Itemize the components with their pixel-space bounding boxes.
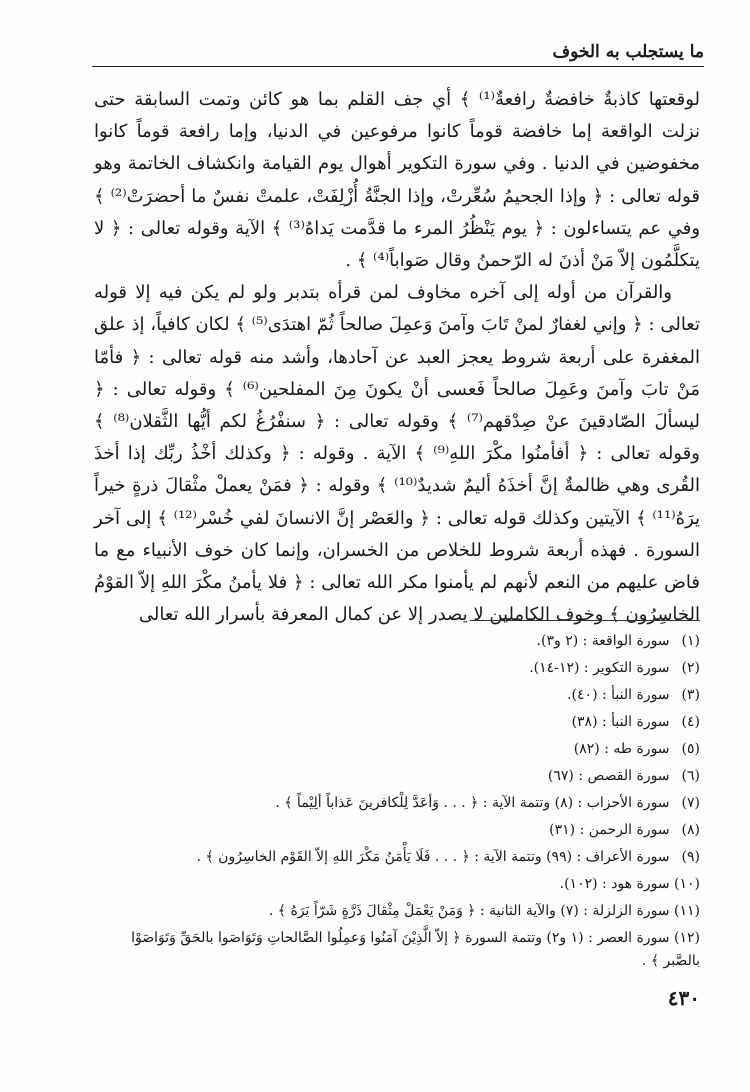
footnote-text: سورة القصص : (٦٧) xyxy=(547,768,670,784)
footnote-number: (١١) xyxy=(674,903,700,919)
footnote-4 xyxy=(94,711,700,734)
footnote-9 xyxy=(94,846,700,869)
footnote-12 xyxy=(94,927,700,973)
footnote-text: سورة النبأ : (٣٨) xyxy=(571,714,670,730)
footnote-number: (١٠) xyxy=(674,876,700,892)
footnote-number: (١٢) xyxy=(674,930,700,946)
footnote-number: (٨) xyxy=(681,822,700,838)
footnote-number: (١) xyxy=(681,633,700,649)
footnote-5 xyxy=(94,738,700,761)
footnote-text: سورة هود : (١٠٢). xyxy=(559,876,670,892)
footnote-text: سورة طه : (٨٢) xyxy=(573,741,670,757)
footnote-1 xyxy=(94,630,700,653)
footnote-8 xyxy=(94,819,700,842)
paragraph-1: لوقعتها كاذبةٌ خافضةٌ رافعةٌ⁽¹⁾ ﴾ أي جف القلم بما هو كائن وتمت السابقة حتى نزلت الواقعة إما خافضة قوماً كانوا مرفوعين في الدنيا، وإما رافعة قوماً كانوا مخفوضين في الدنيا . وفي سورة التكوير أهوال يوم القيامة وانكشاف الخاتمة وهو قوله تعالى : ﴿ وإذا الجحيمُ سُعِّرتْ، وإذا الجنَّةُ أُزْلِفَتْ، علمتْ نفسٌ ما أحضرَتْ⁽²⁾ ﴾ وفي عم يتساءلون : ﴿ يوم يَنْظُرُ المرء ما قدَّمت يَداهُ⁽³⁾ ﴾ الآية وقوله تعالى : ﴿ لا يتكلَّمُون إلاّ مَنْ أذنَ له الرّحمنُ وقال صَواباً⁽⁴⁾ ﴾ . xyxy=(94,89,701,272)
footnote-3 xyxy=(94,684,700,707)
footnote-divider xyxy=(470,620,700,621)
footnote-number: (٧) xyxy=(681,795,700,811)
footnote-number: (٣) xyxy=(681,687,700,703)
footnote-text: سورة الأعراف : (٩٩) وتتمة الآية : ﴿ . . . فَلَا يَأْمَنُ مَكْرَ اللهِ إلاّ القَوْم الخاسِرُون ﴾ . xyxy=(196,849,670,865)
footnote-2 xyxy=(94,657,700,680)
paragraph-2: والقرآن من أوله إلى آخره مخاوف لمن قرأه بتدبر ولو لم يكن فيه إلا قوله تعالى : ﴿ وإني لغفارٌ لمنْ تَابَ وآمنَ وَعمِلَ صالحاً ثُمّ اهتدَى⁽⁵⁾ ﴾ لكان كافياً، إذ علق المغفرة على أربعة شروط يعجز العبد عن آحادها، وأشد منه قوله تعالى : ﴿ فأمّا مَنْ تابَ وآمنَ وعَمِلَ صالحاً فَعسى أنْ يكونَ مِنَ المفلحين⁽⁶⁾ ﴾ وقوله تعالى : ﴿ ليسألَ الصّادقينَ عنْ صِدْقهم⁽⁷⁾ ﴾ وقوله تعالى : ﴿ سنفْرُغُ لكم أيُّها الثَّقلان⁽⁸⁾ ﴾ وقوله تعالى : ﴿ أفأمنُوا مكْرَ اللهِ⁽⁹⁾ ﴾ الآية . وقوله : ﴿ وكذلك أخْذُ ربِّك إذا أخذَ القُرى وهي ظالمةٌ إنَّ أخذَهُ أليمٌ شديدٌ⁽¹⁰⁾ ﴾ وقوله : ﴿ فمَنْ يعملْ مثْقالَ ذرةٍ خيراً يرَهُ⁽¹¹⁾ ﴾ الآيتين وكذلك قوله تعالى : ﴿ والعَصْر إنَّ الانسانَ لفي خُسْر⁽¹²⁾ ﴾ إلى آخر السورة . فهذه أربعة شروط للخلاص من الخسران، وإنما كان خوف الأنبياء مع ما فاض عليهم من النعم لأنهم لم يأمنوا مكر الله تعالى : ﴿ فلا يأمنُ مكْرَ اللهِ إلاّ القوْمُ الخاسِرُون ﴾ وخوف الكاملين لا يصدر إلا عن كمال المعرفة بأسرار الله تعالى xyxy=(94,282,701,626)
footnote-text: سورة التكوير : (١٢-١٤). xyxy=(529,660,670,676)
page-number: ٤٣٠ xyxy=(667,986,700,1010)
footnote-text: سورة الأحزاب : (٨) وتتمة الآية : ﴿ . . . وَأعَدَّ لِلْكافرينَ عَذاباً ألِيْماً ﴾ . xyxy=(275,795,670,811)
footnote-number: (٤) xyxy=(681,714,700,730)
footnote-number: (٢) xyxy=(681,660,700,676)
main-text xyxy=(94,84,700,631)
footnote-text: سورة النبأ : (٤٠). xyxy=(567,687,670,703)
footnote-text: سورة الزلزلة : (٧) والآية الثانية : ﴿ وَمَنْ يَعْمَلْ مِثْقالَ ذَرَّةٍ شَرّاً يَرَهُ ﴾ . xyxy=(268,903,670,919)
footnote-10 xyxy=(94,873,700,896)
footnote-text: سورة الرحمن : (٣١) xyxy=(549,822,670,838)
footnote-number: (٩) xyxy=(681,849,700,865)
header-title: ما يستجلب به الخوف xyxy=(552,42,704,62)
running-header xyxy=(92,38,704,67)
footnote-7 xyxy=(94,792,700,815)
footnote-number: (٥) xyxy=(681,741,700,757)
footnote-11 xyxy=(94,900,700,923)
footnotes xyxy=(94,630,700,977)
footnote-number: (٦) xyxy=(681,768,700,784)
footnote-6 xyxy=(94,765,700,788)
footnote-text: سورة العصر : (١ و٢) وتتمة السورة ﴿ إلاّ الَّذِيْنَ آمَنُوا وَعمِلُوا الصَّالحاتِ وَتَوَاصَوا بالحَقِّ وَتَوَاصَوْا بالصَّبر ﴾ . xyxy=(131,930,700,969)
footnote-text: سورة الواقعة : (٢ و٣). xyxy=(536,633,670,649)
